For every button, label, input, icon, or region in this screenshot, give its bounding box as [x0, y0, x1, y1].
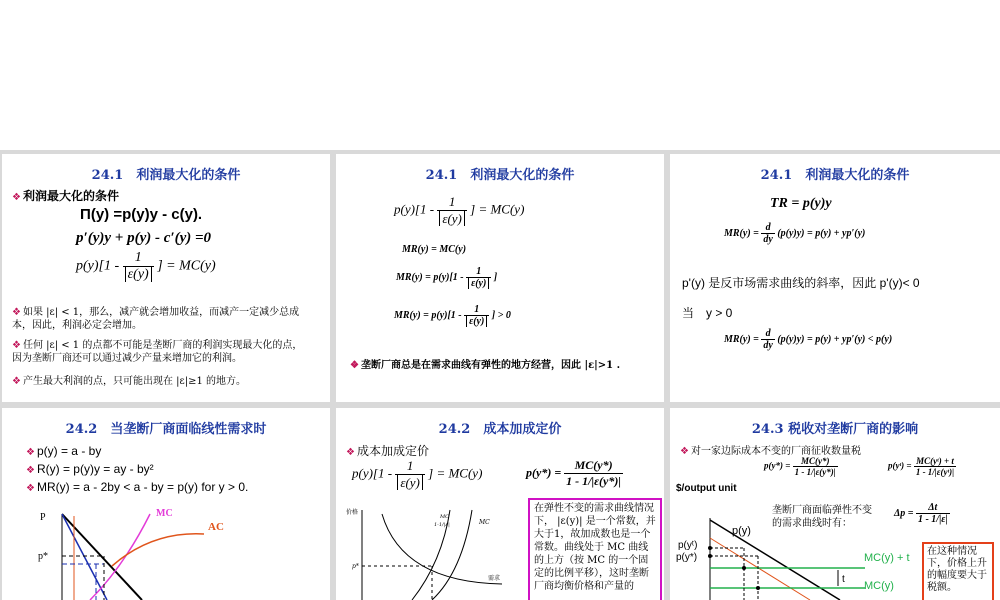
eq-den: dy [763, 234, 773, 245]
equation [724, 222, 865, 245]
conclusion-box: 在这种情况下，价格上升的幅度要大于税额。 [922, 542, 994, 600]
markup-pricing-diagram [342, 502, 522, 600]
eq-den: ε(y) [466, 316, 487, 327]
eq-num: 1 [466, 266, 491, 278]
equation [352, 458, 482, 491]
eq-den: 1 - 1/|ε(y*)| [794, 467, 836, 477]
slide-title: 24.2 成本加成定价 [438, 422, 562, 437]
explanation-box: 在弹性不变的需求曲线情况下， |ε(y)| 是一个常数，并大于1，故加成数也是一个常数。曲线处于 MC 曲线的上方（按 MC 的一个固定的比例平移），这时垄断厂商均衡价格和产量的 [528, 498, 662, 600]
linear-demand-diagram [32, 506, 252, 600]
bullet-icon: ❖ [350, 360, 359, 371]
eq-num: 1 [123, 250, 154, 267]
note [12, 339, 312, 365]
text-line: p'(y) 是反市场需求曲线的斜率，因此 p'(y)< 0 [682, 276, 920, 290]
bullet-item [26, 462, 154, 476]
eq-left: p(y)[1 - [394, 201, 435, 217]
mr-line [62, 514, 107, 600]
eq-num: d [761, 222, 774, 234]
slide-3[interactable] [670, 154, 1000, 402]
note-text: 产生最大利润的点，只可能出现在 |ε|≥1 的地方。 [22, 376, 246, 387]
text-note: 垄断厂商面临弹性不变的需求曲线时有： [772, 505, 872, 529]
eq-left: MR(y) = p(y)[1 - [394, 309, 462, 321]
mc-curve [90, 514, 150, 600]
note [12, 372, 246, 387]
bullet-text: 成本加成定价 [356, 444, 429, 458]
slide-title: 24.3 税收对垄断厂商的影响 [751, 422, 919, 437]
bullet-icon: ❖ [26, 447, 35, 458]
label-t: t [842, 574, 845, 585]
eq-right: (p(y)y) = p(y) + yp′(y) < p(y) [777, 333, 893, 345]
eq-left: MR(y) = p(y)[1 - [396, 271, 464, 283]
eq-left: p(y)[1 - [352, 465, 393, 481]
equation [76, 250, 216, 283]
eq-right: ] = MC(y) [157, 258, 216, 274]
label-ac: AC [208, 521, 224, 533]
bullet-icon: ❖ [12, 340, 21, 351]
eq-num: d [761, 328, 774, 340]
label-markup-num: MC [440, 514, 449, 520]
note-text: 任何 |ε| < 1 的点都不可能是垄断厂商的利润实现最大化的点，因为垄断厂商还可以通过减少产量来增加它的利润。 [12, 340, 303, 364]
note-text: 如果 |ε| < 1，那么，减产就会增加收益，而减产一定减少总成本，因此，利润必定会增加。 [12, 307, 300, 331]
pyt-point [708, 546, 712, 550]
bullet-text: 利润最大化的条件 [22, 189, 119, 203]
eq-num: MC(y*) [793, 456, 838, 467]
bullet-item [26, 444, 101, 458]
bullet-item [346, 442, 429, 459]
bullet-icon: ❖ [12, 376, 21, 387]
eq-right: ] = MC(y) [428, 465, 483, 481]
slide-title: 24.1 利润最大化的条件 [91, 168, 241, 183]
slide-6[interactable] [670, 408, 1000, 600]
bullet-icon: ❖ [346, 447, 355, 458]
equation [394, 194, 524, 227]
label-pstar: p* [38, 551, 48, 562]
equation [764, 456, 838, 477]
equation [888, 456, 956, 477]
eq-den: 1 - 1/|ε| [917, 514, 948, 525]
label-mc: MC [479, 519, 490, 526]
label-mc: MC [156, 508, 173, 519]
equation [394, 304, 511, 327]
slide-1[interactable] [2, 154, 330, 402]
note [12, 306, 312, 332]
eq-left: p(y*) = [764, 460, 791, 471]
eq-num: MC(yᵗ) + t [914, 456, 956, 467]
bullet-text: MR(y) = a - 2by < a - by = p(y) for y > 0. [36, 480, 249, 494]
bullet-icon: ❖ [26, 465, 35, 476]
text-line: 当 y > 0 [682, 306, 733, 320]
equation [526, 458, 623, 489]
bullet-text: R(y) = p(y)y = ay - by² [36, 462, 154, 476]
bullet-icon: ❖ [680, 446, 689, 457]
bullet-item [680, 442, 861, 457]
label-py: p(y) [732, 525, 751, 537]
slide-5[interactable] [336, 408, 664, 600]
equation: p′(y)y + p(y) - c′(y) =0 [76, 230, 212, 246]
eq-left: p(yᵗ) = [888, 460, 912, 471]
equilibrium-point [756, 586, 760, 590]
eq-num: MC(y*) [564, 458, 623, 474]
equation: TR = p(y)y [770, 196, 832, 211]
tax-equilibrium-point [742, 566, 746, 570]
note [350, 356, 620, 371]
label-pstar: p* [352, 563, 359, 570]
ac-curve [112, 534, 204, 566]
slide-title: 24.1 利润最大化的条件 [760, 168, 910, 183]
eq-den: 1 - 1/|ε(y*)| [566, 474, 622, 488]
eq-num: 1 [464, 304, 489, 316]
bullet-text: p(y) = a - by [36, 444, 102, 458]
bullet-icon: ❖ [12, 192, 21, 203]
eq-right: (p(y)y) = p(y) + yp′(y) [777, 227, 866, 239]
pystar-point [708, 554, 712, 558]
axis-label-price: 价格 [346, 509, 359, 516]
eq-den: dy [763, 340, 773, 351]
eq-den: 1 - 1/|ε(yᵗ)| [915, 467, 955, 477]
slide-title: 24.2 当垄断厂商面临线性需求时 [65, 422, 267, 437]
bullet-icon: ❖ [26, 483, 35, 494]
equation [396, 266, 497, 289]
label-markup-den: 1-1/|ε| [434, 522, 450, 528]
eq-left: MR(y) = [724, 227, 759, 239]
note-text: 垄断厂商总是在需求曲线有弹性的地方经营，因此 |ε|>1 . [360, 360, 621, 371]
axis-label-p: P [40, 512, 46, 523]
mr-line [710, 538, 810, 600]
axis-label: $/output unit [676, 483, 737, 494]
label-demand: 需求 [488, 575, 501, 582]
label-pyt: p(yᵗ) [678, 540, 698, 551]
bullet-item [12, 187, 119, 204]
bullet-icon: ❖ [12, 307, 21, 318]
label-pystar: p(y*) [676, 552, 698, 563]
slide-2[interactable] [336, 154, 664, 402]
eq-num: Δt [916, 502, 950, 514]
eq-den: ε(y) [397, 475, 423, 490]
eq-left: Δp = [894, 507, 914, 519]
eq-num: 1 [395, 458, 425, 475]
eq-den: ε(y) [439, 211, 465, 226]
eq-right: ] = MC(y) [470, 201, 525, 217]
eq-right: ] [493, 271, 498, 283]
eq-left: MR(y) = [724, 333, 759, 345]
label-mc-plus-t: MC(y) + t [864, 552, 910, 564]
eq-num: 1 [437, 194, 467, 211]
label-mc: MC(y) [864, 580, 894, 592]
slide-4[interactable] [2, 408, 330, 600]
equation [724, 328, 892, 351]
eq-left: p(y*) = [526, 465, 562, 480]
eq-den: ε(y) [125, 267, 152, 282]
eq-left: p(y)[1 - [76, 258, 120, 274]
bullet-item [26, 480, 248, 494]
eq-right: ] > 0 [491, 309, 511, 321]
equation: MR(y) = MC(y) [402, 244, 467, 255]
slide-title: 24.1 利润最大化的条件 [425, 168, 575, 183]
equation: Π(y) =p(y)y - c(y). [80, 206, 203, 223]
bullet-text: 对一家边际成本不变的厂商征收数量税 [690, 446, 861, 457]
eq-den: ε(y) [468, 278, 489, 289]
